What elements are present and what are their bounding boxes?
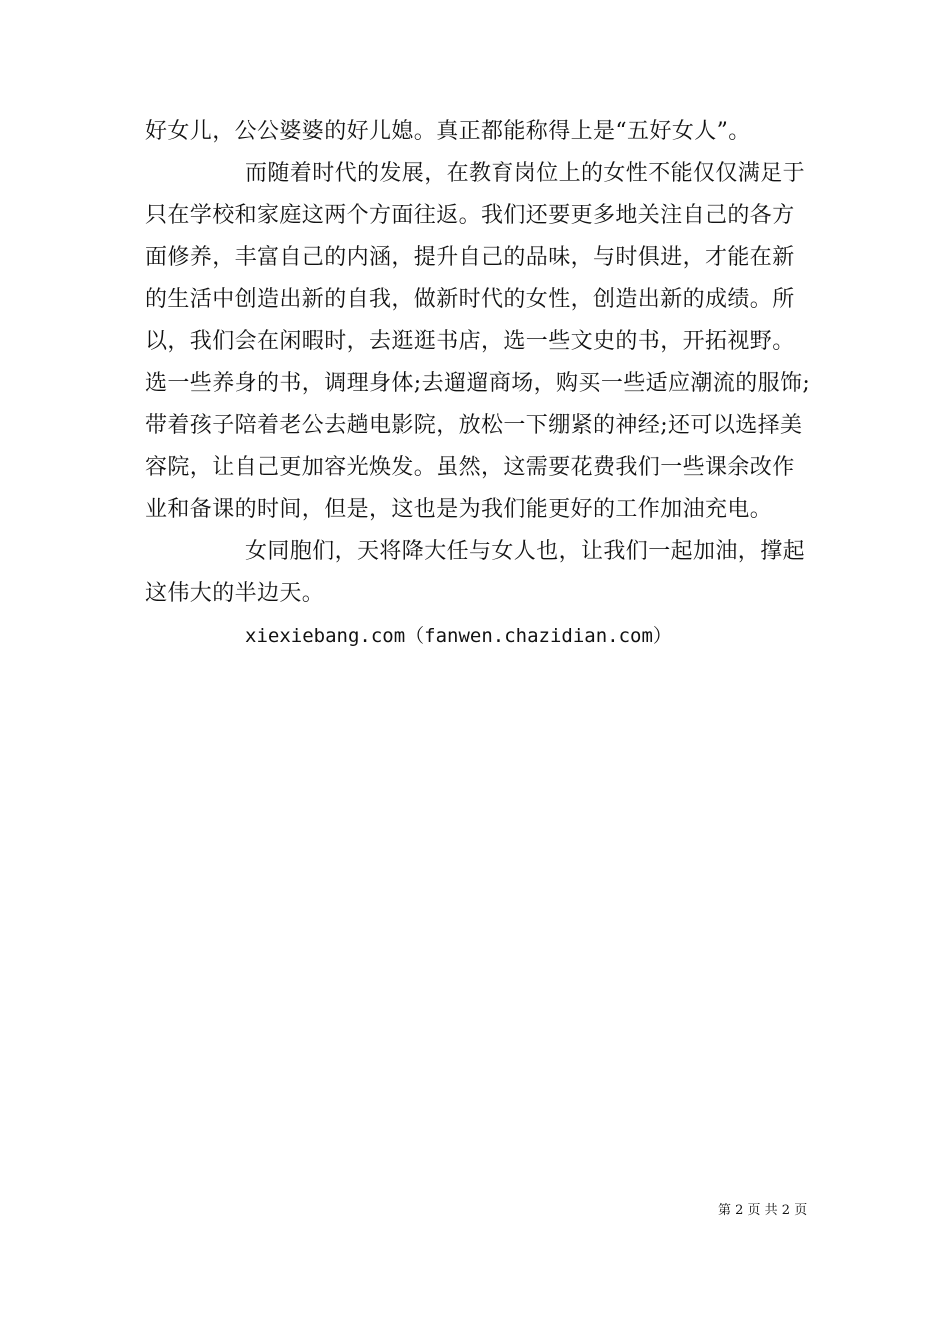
body-text-line: 容院，让自己更加容光焕发。虽然，这需要花费我们一些课余改作 — [145, 455, 795, 480]
page-number-footer: 第 2 页 共 2 页 — [718, 1203, 808, 1218]
source-link[interactable]: xiexiebang.com（fanwen.chazidian.com） — [245, 625, 672, 647]
body-text-line: 的生活中创造出新的自我，做新时代的女性，创造出新的成绩。所 — [145, 287, 795, 312]
body-text-line: 面修养，丰富自己的内涵，提升自己的品味，与时俱进，才能在新 — [145, 245, 795, 270]
body-text-line: 以，我们会在闲暇时，去逛逛书店，选一些文史的书，开拓视野。 — [145, 329, 795, 354]
body-text-line: 好女儿，公公婆婆的好儿媳。真正都能称得上是“五好女人”。 — [145, 119, 751, 144]
body-text-line: 带着孩子陪着老公去趟电影院，放松一下绷紧的神经;还可以选择美 — [145, 413, 803, 438]
paragraph-start-line: 女同胞们，天将降大任与女人也，让我们一起加油，撑起 — [245, 539, 806, 564]
body-text-line: 只在学校和家庭这两个方面往返。我们还要更多地关注自己的各方 — [145, 203, 795, 228]
body-text-line: 这伟大的半边天。 — [145, 581, 325, 606]
body-text-line: 业和备课的时间，但是，这也是为我们能更好的工作加油充电。 — [145, 497, 773, 522]
paragraph-start-line: 而随着时代的发展，在教育岗位上的女性不能仅仅满足于 — [245, 161, 806, 186]
body-text-line: 选一些养身的书，调理身体;去遛遛商场，购买一些适应潮流的服饰; — [145, 371, 811, 396]
